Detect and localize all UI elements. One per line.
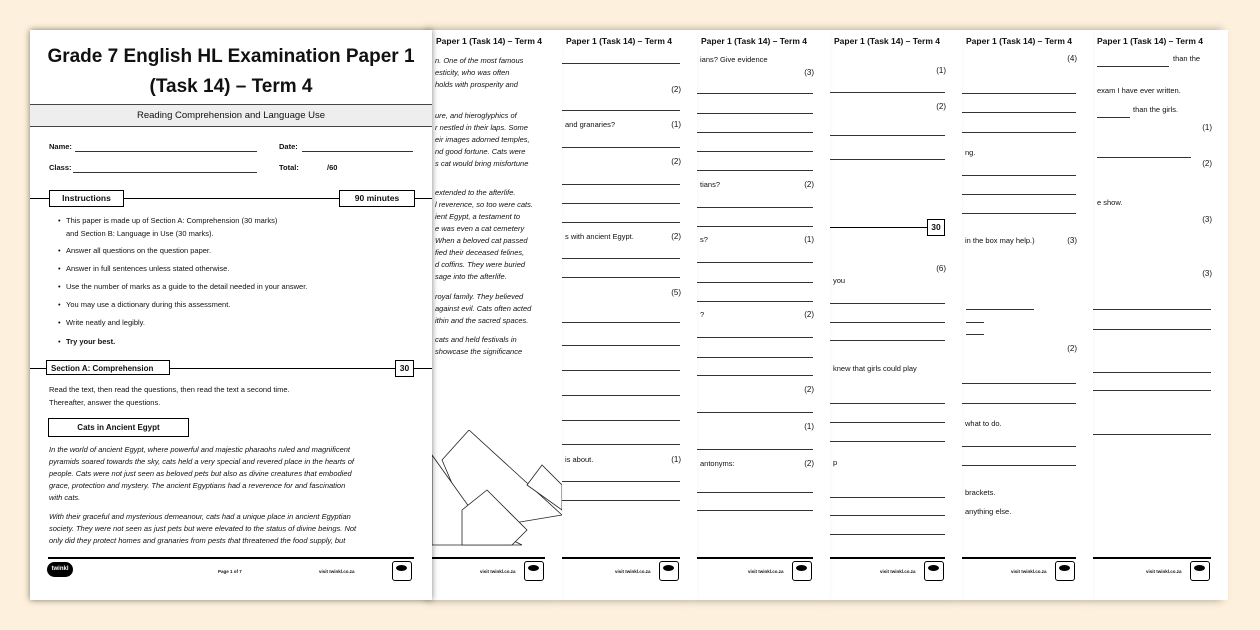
answer-line[interactable] [830,515,945,516]
answer-line[interactable] [562,322,680,323]
answer-line[interactable] [562,500,680,501]
answer-line[interactable] [562,481,680,482]
answer-line[interactable] [697,207,813,208]
visit-link[interactable]: visit twinkl.co.za [615,569,651,574]
passage-line: ithin and the sacred spaces. [435,316,529,325]
answer-line[interactable] [697,132,813,133]
answer-line[interactable] [562,222,680,223]
answer-line[interactable] [962,175,1076,176]
bullet-icon: • [58,337,61,346]
passage-line: With their graceful and mysterious demeanour, cats had a unique place in ancient Egyptian [49,512,351,521]
passage-line: society. They were not seen as just pets but were elevated to the status of divine beings. Not [49,524,357,533]
question-text: ng. [965,148,976,157]
question-text: is about. [565,455,594,464]
answer-line[interactable] [966,322,984,323]
answer-line[interactable] [962,446,1076,447]
answer-line[interactable] [1093,390,1211,391]
answer-line[interactable] [830,534,945,535]
question-text: what to do. [965,419,1002,428]
answer-line[interactable] [697,93,813,94]
answer-line[interactable] [562,110,680,111]
quality-badge-icon [1055,561,1075,581]
passage-line: n. One of the most famous [435,56,524,65]
answer-line[interactable] [697,357,813,358]
answer-line[interactable] [697,151,813,152]
answer-line[interactable] [1093,309,1211,310]
mark-allocation: (2) [804,459,814,468]
divider [830,227,927,228]
footer-rule [48,557,414,559]
pyramids-illustration [432,430,562,550]
answer-line[interactable] [1093,434,1211,435]
passage-line: holds with prosperity and [435,80,518,89]
answer-line[interactable] [830,340,945,341]
answer-line[interactable] [1093,329,1211,330]
question-text: exam I have ever written. [1097,86,1181,95]
instruction-item: Use the number of marks as a guide to the detail needed in your answer. [66,282,308,291]
class-field[interactable] [73,172,257,173]
passage-line: pyramids soared towards the sky, cats held a very special and revered place in the hearts of [49,457,355,466]
page-title: Grade 7 English HL Examination Paper 1 [47,46,415,67]
exam-page-5 [830,30,962,600]
date-field[interactable] [302,151,413,152]
footer-rule [830,557,945,559]
total-value: /60 [327,163,338,172]
answer-line[interactable] [562,420,680,421]
answer-line[interactable] [830,422,945,423]
question-text: than the [1173,54,1201,63]
instruction-item: You may use a dictionary during this assessment. [66,300,231,309]
answer-line[interactable] [962,213,1076,214]
question-text: knew that girls could play [833,364,917,373]
exam-page-2 [432,30,562,600]
passage-line: eir images adorned temples, [435,135,530,144]
passage-line: e was even a cat cemetery [435,224,525,233]
answer-line[interactable] [562,277,680,278]
question-text: p [833,458,838,467]
answer-line[interactable] [697,282,813,283]
passage-line: ient Egypt, a testament to [435,212,521,221]
bullet-icon: • [58,282,61,291]
answer-line[interactable] [697,449,813,450]
mark-allocation: (1) [1202,123,1212,132]
page-header: Paper 1 (Task 14) – Term 4 [436,36,542,46]
answer-line[interactable] [697,226,813,227]
answer-line[interactable] [830,303,945,304]
bullet-icon: • [58,318,61,327]
footer-rule [962,557,1076,559]
visit-link[interactable]: visit twinkl.co.za [319,569,355,574]
answer-line[interactable] [1093,372,1211,373]
answer-line[interactable] [562,258,680,259]
exam-page-6 [962,30,1093,600]
name-label: Name: [49,142,72,151]
passage-line: cats and held festivals in [435,335,517,344]
mark-allocation: (3) [1202,215,1212,224]
footer-rule [697,557,813,559]
question-text: tians? [700,180,721,189]
footer-rule [432,557,545,559]
answer-line[interactable] [1097,117,1130,118]
passage-title: Cats in Ancient Egypt [48,418,189,437]
date-label: Date: [279,142,298,151]
exam-page-7 [1093,30,1228,600]
instruction-item: Answer in full sentences unless stated otherwise. [66,264,230,273]
instruction-item: Answer all questions on the question paper. [66,246,212,255]
mark-allocation: (1) [671,455,681,464]
quality-badge-icon [1190,561,1210,581]
mark-allocation: (2) [804,180,814,189]
answer-line[interactable] [697,301,813,302]
answer-line[interactable] [830,92,945,93]
quality-badge-icon [924,561,944,581]
answer-line[interactable] [697,262,813,263]
passage-line: with cats. [49,493,81,502]
page-title-line2: (Task 14) – Term 4 [149,76,313,97]
time-allowed: 90 minutes [339,190,415,207]
mark-allocation: (5) [671,288,681,297]
exam-page-1 [30,30,432,600]
passage-line: showcase the significance [435,347,523,356]
mark-allocation: (3) [804,68,814,77]
passage-line: nd good fortune. Cats were [435,147,526,156]
answer-line[interactable] [697,375,813,376]
answer-line[interactable] [562,184,680,185]
total-label: Total: [279,163,299,172]
passage-line: In the world of ancient Egypt, where powerful and majestic pharaohs ruled and magnificent [49,445,351,454]
answer-line[interactable] [830,497,945,498]
mark-allocation: (2) [936,102,946,111]
answer-line[interactable] [562,444,680,445]
bullet-icon: • [58,216,61,225]
mark-allocation: (4) [1067,54,1077,63]
question-text: you [833,276,846,285]
answer-line[interactable] [697,337,813,338]
passage-line: grace, protection and mystery. The ancient Egyptians had a reverence for and fascination [49,481,346,490]
mark-allocation: (2) [804,310,814,319]
passage-line: d coffins. They were buried [435,260,526,269]
question-text: in the box may help.) [965,236,1035,245]
passage-line: s cat would bring misfortune [435,159,529,168]
instruction-item: Try your best. [66,337,116,346]
answer-line[interactable] [562,370,680,371]
passage-line: l reverence, so too were cats. [435,200,533,209]
answer-line[interactable] [697,113,813,114]
mark-allocation: (1) [936,66,946,75]
mark-allocation: (1) [804,235,814,244]
section-a-marks: 30 [395,360,414,377]
answer-line[interactable] [962,93,1076,94]
mark-allocation: (2) [671,232,681,241]
answer-line[interactable] [962,112,1076,113]
twinkl-logo: twinkl [47,562,73,577]
answer-line[interactable] [697,412,813,413]
answer-line[interactable] [962,194,1076,195]
page-header: Paper 1 (Task 14) – Term 4 [966,36,1072,46]
answer-line[interactable] [562,395,680,396]
footer-rule [1093,557,1211,559]
question-text: than the girls. [1133,105,1179,114]
bullet-icon: • [58,300,61,309]
answer-line[interactable] [830,322,945,323]
answer-line[interactable] [962,132,1076,133]
mark-allocation: (2) [1202,159,1212,168]
page-header: Paper 1 (Task 14) – Term 4 [701,36,807,46]
visit-link[interactable]: visit twinkl.co.za [748,569,784,574]
section-b-marks: 30 [927,219,945,236]
question-text: ? [700,310,705,319]
answer-line[interactable] [966,309,1034,310]
passage-line: r nestled in their laps. Some [435,123,528,132]
visit-link[interactable]: visit twinkl.co.za [1146,569,1182,574]
mark-allocation: (3) [1067,236,1077,245]
passage-line: people. Cats were not just seen as beloved pets but also as divine creatures that embodied [49,469,352,478]
page-header: Paper 1 (Task 14) – Term 4 [834,36,940,46]
exam-page-3 [562,30,697,600]
passage-line: against evil. Cats often acted [435,304,532,313]
answer-line[interactable] [830,135,945,136]
passage-line: esticity, who was often [435,68,510,77]
visit-link[interactable]: visit twinkl.co.za [880,569,916,574]
question-text: brackets. [965,488,996,497]
answer-line[interactable] [966,334,984,335]
bullet-icon: • [58,264,61,273]
page-number: Page 1 of 7 [218,569,242,574]
mark-allocation: (2) [671,157,681,166]
mark-allocation: (3) [1202,269,1212,278]
read-instruction: Read the text, then read the questions, then read the text a second time. [49,385,290,394]
answer-line[interactable] [830,403,945,404]
answer-line[interactable] [562,345,680,346]
passage-line: royal family. They believed [435,292,524,301]
page-header: Paper 1 (Task 14) – Term 4 [566,36,672,46]
visit-link[interactable]: visit twinkl.co.za [1011,569,1047,574]
question-text: ians? Give evidence [700,55,768,64]
passage-line: sage into the afterlife. [435,272,507,281]
mark-allocation: (2) [1067,344,1077,353]
mark-allocation: (1) [804,422,814,431]
answer-line[interactable] [962,465,1076,466]
mark-allocation: (2) [804,385,814,394]
quality-badge-icon [524,561,544,581]
instruction-item: and Section B: Language in Use (30 marks). [66,229,214,238]
mark-allocation: (6) [936,264,946,273]
answer-line[interactable] [697,170,813,171]
answer-line[interactable] [830,441,945,442]
answer-line[interactable] [562,147,680,148]
exam-page-4 [697,30,830,600]
quality-badge-icon [392,561,412,581]
question-text: anything else. [965,507,1012,516]
answer-line[interactable] [962,403,1076,404]
quality-badge-icon [659,561,679,581]
answer-line[interactable] [697,510,813,511]
class-label: Class: [49,163,72,172]
section-a-heading: Section A: Comprehension [46,360,170,375]
question-text: s? [700,235,708,244]
answer-line[interactable] [562,63,680,64]
passage-line: fied their deceased felines, [435,248,525,257]
answer-line[interactable] [962,383,1076,384]
instruction-item: Write neatly and legibly. [66,318,145,327]
subtitle-bar: Reading Comprehension and Language Use [30,104,432,127]
bullet-icon: • [58,246,61,255]
instructions-heading: Instructions [49,190,124,207]
question-text: s with ancient Egypt. [565,232,634,241]
read-instruction: Thereafter, answer the questions. [49,398,161,407]
passage-line: extended to the afterlife. [435,188,516,197]
answer-line[interactable] [1097,157,1191,158]
answer-line[interactable] [1097,66,1169,67]
name-field[interactable] [75,151,257,152]
passage-line: When a beloved cat passed [435,236,528,245]
question-text: e show. [1097,198,1123,207]
answer-line[interactable] [697,492,813,493]
passage-line: only did they protect homes and granaries from pests that threatened the food supply, but [49,536,346,545]
question-text: antonyms: [700,459,735,468]
mark-allocation: (2) [671,85,681,94]
visit-link[interactable]: visit twinkl.co.za [480,569,516,574]
passage-line: ure, and hieroglyphics of [435,111,517,120]
instruction-item: This paper is made up of Section A: Comprehension (30 marks) [66,216,278,225]
page-header: Paper 1 (Task 14) – Term 4 [1097,36,1203,46]
footer-rule [562,557,680,559]
mark-allocation: (1) [671,120,681,129]
answer-line[interactable] [562,203,680,204]
question-text: and granaries? [565,120,616,129]
answer-line[interactable] [830,159,945,160]
quality-badge-icon [792,561,812,581]
